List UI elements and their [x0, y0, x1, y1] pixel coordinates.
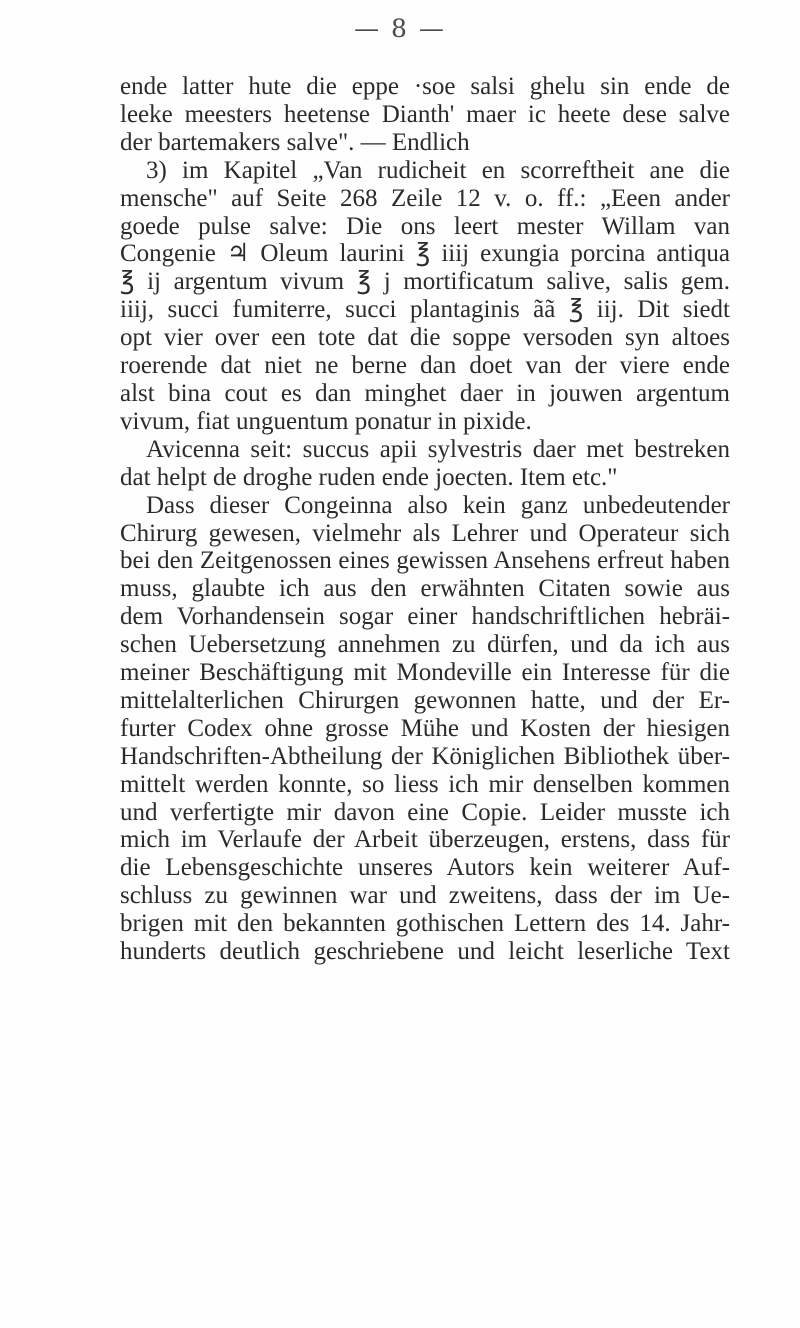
text-line: Chirurg gewesen, vielmehr als Lehrer und Operateur sich: [120, 519, 730, 547]
text-line: roerende dat niet ne berne dan doet van der viere ende: [120, 352, 730, 380]
text-line: 3) im Kapitel „Van rudicheit en scorreftheit ane die: [146, 156, 730, 184]
text-line: alst bina cout es dan minghet daer in jouwen argentum: [120, 379, 730, 407]
text-line: vivum, fiat unguentum ponatur in pixide.: [120, 407, 532, 435]
text-line: meiner Beschäftigung mit Mondeville ein Interesse für die: [120, 659, 730, 687]
text-line: Congenie ♃ Oleum laurini ℥ iiij exungia porcina antiqua: [120, 240, 730, 268]
text-line: mittelalterlichen Chirurgen gewonnen hatte, und der Er-: [120, 686, 730, 714]
text-line: schluss zu gewinnen war und zweitens, dass der im Ue-: [120, 882, 730, 910]
text-line: mensche" auf Seite 268 Zeile 12 v. o. ff.: „Eeen ander: [120, 184, 730, 212]
text-line: ℥ ij argentum vivum ℥ j mortificatum salive, salis gem.: [120, 268, 730, 296]
text-line: Dass dieser Congeinna also kein ganz unbedeutender: [146, 491, 730, 519]
text-line: brigen mit den bekannten gothischen Lettern des 14. Jahr-: [120, 910, 730, 938]
text-line: iiij, succi fumiterre, succi plantaginis ãã ℥ iij. Dit siedt: [120, 296, 730, 324]
body-text: [120, 73, 730, 966]
page-number-header: — 8 —: [354, 14, 446, 43]
text-line: furter Codex ohne grosse Mühe und Kosten der hiesigen: [120, 714, 730, 742]
text-line: Handschriften-Abtheilung der Königlichen Bibliothek über-: [120, 742, 730, 770]
text-line: mich im Verlaufe der Arbeit überzeugen, erstens, dass für: [120, 826, 730, 854]
text-line: und verfertigte mir davon eine Copie. Leider musste ich: [120, 798, 730, 826]
text-line: bei den Zeitgenossen eines gewissen Ansehens erfreut haben: [120, 547, 730, 575]
text-line: die Lebensgeschichte unseres Autors kein weiterer Auf-: [120, 854, 730, 882]
text-line: leeke meesters heetense Dianth' maer ic heete dese salve: [120, 100, 730, 128]
text-line: goede pulse salve: Die ons leert mester Willam van: [120, 212, 730, 240]
text-line: ende latter hute die eppe ·soe salsi ghelu sin ende de: [120, 73, 730, 100]
text-line: dat helpt de droghe ruden ende joecten. Item etc.": [120, 463, 618, 491]
text-line: opt vier over een tote dat die soppe versoden syn altoes: [120, 324, 730, 352]
text-line: hunderts deutlich geschriebene und leicht leserliche Text: [120, 938, 730, 966]
text-line: muss, glaubte ich aus den erwähnten Citaten sowie aus: [120, 575, 730, 603]
text-line: der bartemakers salve". — Endlich: [120, 128, 470, 156]
text-line: dem Vorhandensein sogar einer handschriftlichen hebräi-: [120, 603, 730, 631]
text-line: Avicenna seit: succus apii sylvestris daer met bestreken: [146, 435, 730, 463]
text-line: schen Uebersetzung annehmen zu dürfen, und da ich aus: [120, 631, 730, 659]
text-line: mittelt werden konnte, so liess ich mir denselben kommen: [120, 770, 730, 798]
